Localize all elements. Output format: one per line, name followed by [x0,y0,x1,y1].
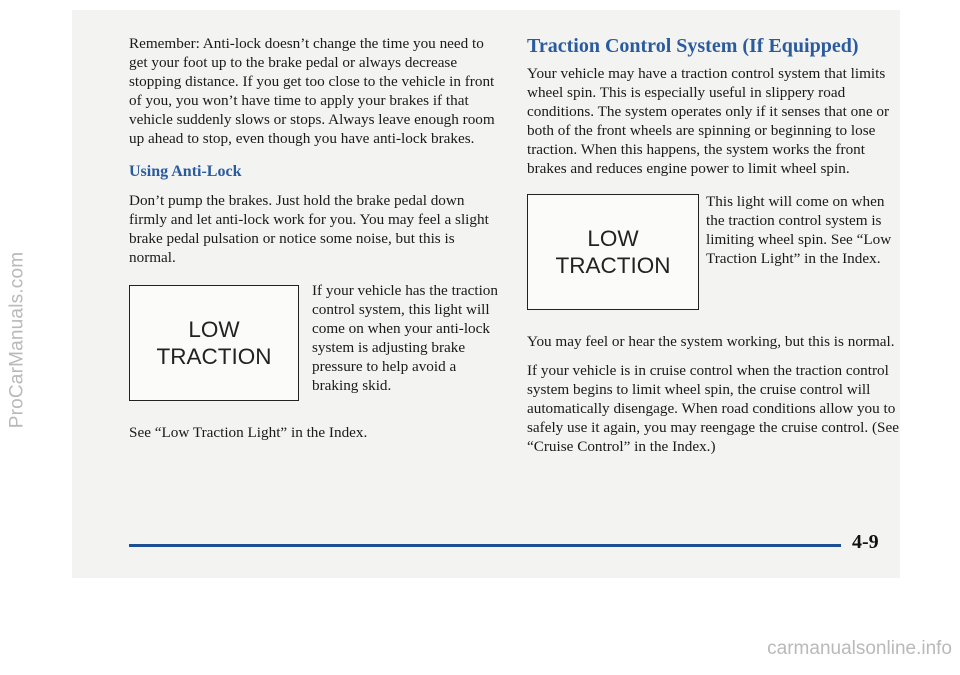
low-traction-light-illustration-right [527,194,699,310]
right-column [527,34,899,466]
left-column [129,34,501,452]
using-anti-lock-heading: Using Anti-Lock [129,163,242,180]
traction-control-intro-paragraph: Your vehicle may have a traction control system that limits wheel spin. This is especially useful in slippery road conditions. The system operates only if it senses that one or both of the front wheels are spinning or beginning to lose traction. When this happens, the system works the front brakes and reduces engine power to limit wheel spin. [527,65,890,177]
side-watermark-text: ProCarManuals.com [6,251,28,429]
page-number: 4-9 [852,531,879,553]
left-indicator-row [129,281,501,401]
see-low-traction-light: See “Low Traction Light” in the Index. [129,424,368,441]
low-traction-line-1: LOW [188,317,240,342]
cruise-control-paragraph: If your vehicle is in cruise control when the traction control system begins to limit wheel spin, the cruise control will automatically disengage. When road conditions allow you to safely use it again, you may reengage the cruise control. (See “Cruise Control” in the Index.) [527,362,899,455]
traction-control-heading: Traction Control System (If Equipped) [527,35,859,57]
right-indicator-row [527,192,899,310]
left-indicator-description: If your vehicle has the traction control system, this light will come on when your anti-lock system is adjusting brake pressure to help avoid a braking skid. [312,282,498,394]
feel-system-working-paragraph: You may feel or hear the system working, but this is normal. [527,333,895,350]
anti-lock-reminder-paragraph: Remember: Anti-lock doesn’t change the time you need to get your foot up to the brake pedal or always decrease stopping distance. If you get too close to the vehicle in front of you, you won’t have time to apply your brakes if that vehicle suddenly slows or stops. Always leave enough room up ahead to stop, even though you have anti-lock brakes. [129,35,495,147]
using-anti-lock-paragraph: Don’t pump the brakes. Just hold the brake pedal down firmly and let anti-lock work for you. You may feel a slight brake pedal pulsation or notice some noise, but this is normal. [129,192,489,266]
low-traction-right-line-1: LOW [587,226,639,251]
side-watermark [2,150,32,530]
bottom-watermark: carmanualsonline.info [767,638,952,659]
low-traction-line-2: TRACTION [156,344,272,369]
low-traction-right-line-2: TRACTION [555,253,671,278]
low-traction-light-illustration [129,285,299,401]
right-indicator-description: This light will come on when the traction control system is limiting wheel spin. See “Low Traction Light” in the Index. [706,193,892,267]
footer-rule [129,544,841,547]
